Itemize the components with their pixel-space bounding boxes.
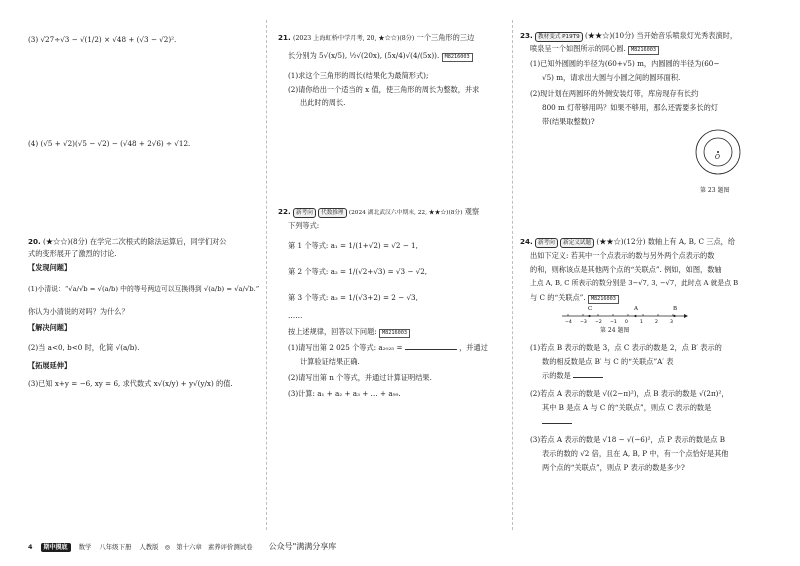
q24-intro: 数轴上有 A, B, C 三点，给 [647, 237, 736, 246]
q20-intro2: 式的变形展开了激烈的讨论. [28, 249, 117, 258]
q23-tag: 教材变式 P19T9 [535, 32, 583, 42]
footer-grade: 八年级下册 [99, 543, 132, 551]
tick-label: 3 [670, 320, 673, 325]
disc-icon: ◎ [164, 543, 171, 551]
q24-meta: (★★☆)(12分) [596, 237, 646, 246]
q21-line2 [288, 50, 473, 62]
point-label: B [673, 306, 678, 312]
q22-p1c: 计算验证结果正确. [300, 357, 360, 366]
q23-line1 [520, 30, 737, 42]
q20-q1a: (1)小清说：“√a/√b = √(a/b) 中的等号两边可以互换得到 √(a/b) = √a/√b.” [28, 285, 260, 293]
tick-label: −4 [565, 320, 572, 325]
tick-label: 2 [655, 320, 658, 325]
q24-code: M8216003 [588, 295, 619, 304]
footer-subject: 数学 [78, 543, 92, 551]
q24-p3b: 表示的数的 √2 倍，且在 A, B, P 中，有一个点恰好是其他 [542, 449, 729, 458]
q23-meta: (★★☆)(10分) [584, 31, 635, 40]
q20-q3: (3)已知 x+y = −6, xy = 6, 求代数式 x√(x/y) + y√(y/x) 的值. [28, 379, 233, 388]
q23-p2a: (2)现计划在两圆环的外侧安装灯带，库房现存有长约 [530, 89, 699, 98]
tick-label: 1 [640, 320, 643, 325]
q24-p1c-line [542, 370, 603, 381]
number-line-arrow [684, 314, 688, 318]
point-dot [634, 315, 636, 317]
q20-q1b: 你认为小清说的对吗？为什么？ [28, 307, 129, 316]
q22-line2: 下列等式: [288, 221, 320, 230]
page-number: 4 [28, 543, 33, 551]
q22-observe: 观察 [464, 207, 480, 216]
q23-p1a: (1)已知外圆圆的半径为(60+√5) m，内圆圆的半径为(60− [530, 59, 720, 68]
q21-number: 21. [278, 33, 291, 42]
q21-p2b: 出此时的周长. [300, 98, 346, 107]
q21-line1 [278, 32, 474, 44]
tick-label: −3 [580, 320, 587, 325]
q24-number: 24. [520, 237, 533, 246]
q21-p1: (1)求这个三角形的周长(结果化为最简形式); [288, 71, 429, 80]
center-label: O [715, 154, 720, 161]
point-label: A [634, 306, 638, 312]
q19-part4: (4) (√5 + √2)(√5 − √2) − (√48 + 2√6) ÷ √12. [28, 139, 191, 148]
q22-line1 [278, 206, 479, 218]
q22-p2: (2)请写出第 n 个等式，并通过计算证明结果. [288, 373, 432, 382]
q24-p1b: 数的相反数是点 B′ 与 C 的“关联点”A′ 表 [542, 357, 674, 366]
q23-intro2: 喷泉呈一个如图所示的同心圆. [530, 44, 626, 53]
q23-p1b: √5) m，请求出大圆与小圆之间的圆环面积. [542, 73, 681, 82]
point-label: C [588, 306, 593, 312]
q20-meta: (★☆☆)(8分) [43, 237, 88, 246]
q24-p1a: (1)若点 B 表示的数是 3，点 C 表示的数是 2，点 B′ 表示的 [530, 343, 722, 352]
q22-tag: 新考向 [293, 208, 316, 218]
q21-code: M8216003 [442, 53, 473, 62]
q22-eq1: 第 1 个等式: a₁ = 1/(1+√2) = √2 − 1, [288, 241, 418, 250]
q21-meta: (2023 上海虹桥中学月考, 20, ★☆☆)(8分) [293, 35, 415, 42]
tick-label: 0 [625, 320, 628, 325]
q24-tag: 新考向 [535, 238, 558, 248]
q24-caption: 第 24 题图 [600, 327, 630, 334]
q20-q2: (2)当 a<0, b<0 时，化简 √(a/b). [28, 343, 140, 352]
q22-answer-blank[interactable] [405, 343, 457, 350]
point-dot [673, 315, 675, 317]
q24-tag2: 新定义试题 [560, 238, 594, 248]
q24-p3a: (3)若点 A 表示的数是 √18 − √(−6)²，点 P 表示的数是点 B [530, 435, 725, 444]
q23-number: 23. [520, 31, 533, 40]
q22-p1b: ，并通过 [459, 343, 488, 352]
q20-heading-discover: 【发现问题】 [28, 263, 72, 272]
q24-line1 [520, 236, 735, 248]
footer-test: 素养评价测试卷 [207, 543, 253, 551]
q24-line2: 出如下定义: 若其中一个点表示的数与另外两个点表示的数 [530, 251, 715, 260]
brand-logo: 期中摸底 [41, 543, 71, 552]
q22-p3: (3)计算: a₁ + a₂ + a₃ + … + a₉₉. [288, 389, 401, 398]
q20-intro: 在学完二次根式的除法运算后，同学们对公 [89, 237, 227, 246]
q22-eq3: 第 3 个等式: a₃ = 1/(√3+2) = 2 − √3, [288, 293, 418, 302]
q20-heading-solve: 【解决问题】 [28, 323, 72, 332]
q22-rule-line [288, 326, 410, 338]
q24-p1-blank[interactable] [573, 371, 603, 378]
q22-p1a-line [288, 342, 488, 353]
q22-number: 22. [278, 207, 291, 216]
q24-p2-blank-line [542, 416, 572, 427]
q22-eq2: 第 2 个等式: a₂ = 1/(√2+√3) = √3 − √2, [288, 267, 428, 276]
page-footer [28, 541, 778, 555]
q22-rule: 按上述规律，回答以下问题: [288, 327, 377, 336]
q24-p3c: 两个点的“关联点”，则点 P 表示的数是多少? [542, 463, 685, 472]
q20-number: 20. [28, 237, 41, 246]
q23-caption: 第 23 题图 [700, 187, 730, 194]
divider-1 [266, 20, 267, 530]
q19-part3: (3) √27÷√3 − √(1/2) × √48 + (√3 − √2)². [28, 35, 177, 44]
concentric-circles-figure [688, 126, 748, 184]
number-line-figure [560, 302, 690, 326]
q23-line2 [530, 43, 659, 55]
divider-2 [512, 20, 513, 530]
footer-unit: 第十六章 [176, 543, 202, 551]
tick-label: −2 [595, 320, 602, 325]
q24-line3: 的和，则称该点是其他两个点的“关联点”. 例如，如图，数轴 [530, 265, 722, 274]
q24-line4: 上点 A, B, C 所表示的数分别是 3−√7, 3, −√7，此时点 A 就是点 B [530, 279, 739, 287]
q22-tag2: 代数推理 [318, 208, 346, 218]
q21-sides: 长分别为 5√(x/5), ½√(20x), (5x/4)√(4/(5x)). [288, 51, 440, 60]
q21-intro: 一个三角形的三边 [416, 33, 475, 42]
footer-note: 公众号"满满分享库 [268, 542, 337, 551]
q24-p2-blank[interactable] [542, 417, 572, 424]
q22-p1a: (1)请写出第 2 025 个等式: a₂₀₂₅ = [288, 343, 403, 352]
q20-heading-extend: 【拓展延伸】 [28, 361, 72, 370]
q24-p1c: 示的数是 [542, 371, 571, 380]
q20-line1 [28, 236, 226, 247]
center-point [717, 151, 719, 153]
footer-edition: 人教版 [139, 543, 159, 551]
q22-meta: (2024 湖北武汉六中期末, 22, ★★☆)(8分) [348, 210, 463, 216]
q21-p2a: (2)请你给出一个适当的 x 值，使三角形的周长为整数，并求 [288, 85, 480, 94]
point-dot [588, 315, 590, 317]
q24-p2a: (2)若点 A 表示的数是 √((2−π)²)，点 B 表示的数是 √(2π)²， [530, 389, 729, 398]
q22-dots: …… [288, 311, 303, 320]
q23-code: M8216003 [628, 46, 659, 55]
q23-intro: 当开始音乐喷泉灯光秀表演时， [636, 31, 738, 40]
q22-code: M8216003 [379, 329, 410, 338]
q23-p2c: 带(结果取整数)? [542, 117, 595, 126]
q24-line5-text: 与 C 的“关联点”. [530, 293, 586, 302]
tick-label: −1 [610, 320, 617, 325]
q23-p2b: 800 m 灯带够用吗？如果不够用，那么还需要多长的灯 [542, 103, 719, 112]
q24-p2b: 其中 B 是点 A 与 C 的“关联点”，则点 C 表示的数是 [542, 403, 712, 412]
